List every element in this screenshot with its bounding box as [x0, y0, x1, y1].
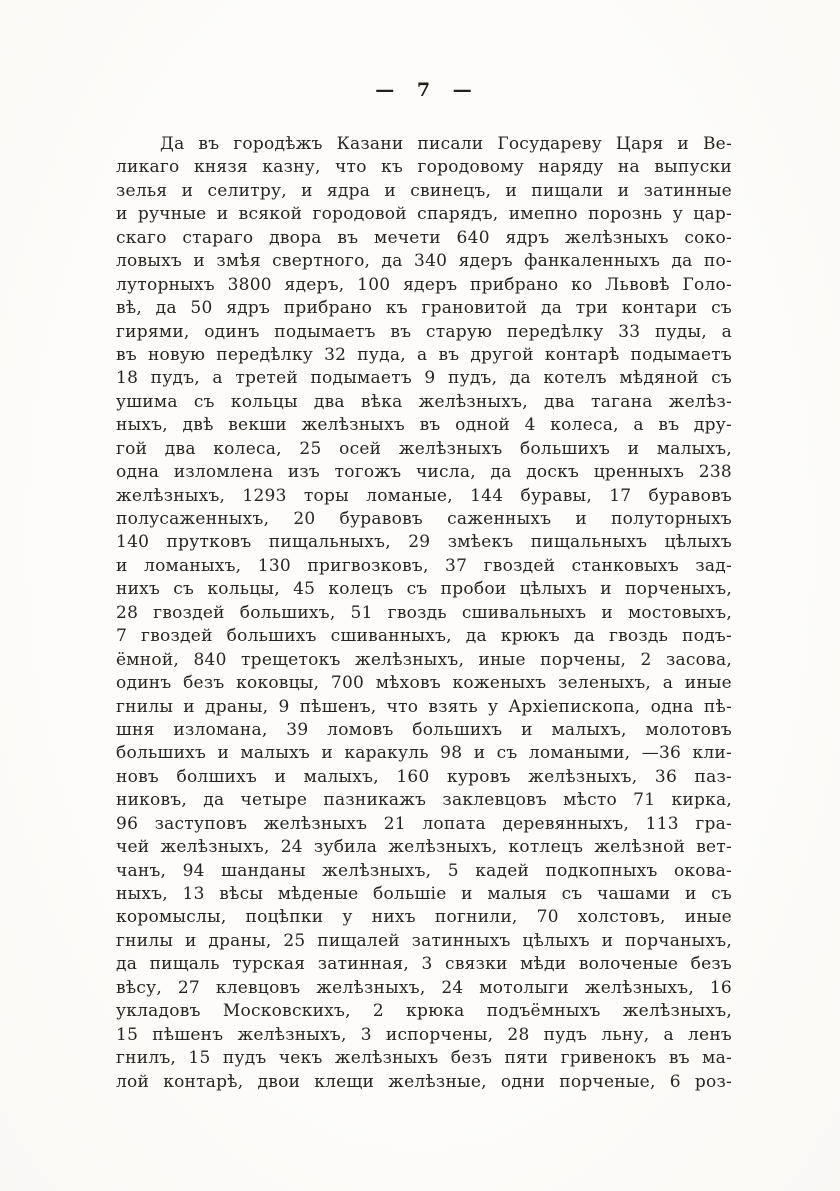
text-line: лой контарѣ, двои клещи желѣзные, одни порченые, 6 роз- [116, 1071, 732, 1092]
body-text-paragraph [116, 133, 732, 1094]
text-line: 140 прутковъ пищальныхъ, 29 змѣекъ пищальныхъ цѣлыхъ [116, 532, 732, 553]
text-line: укладовъ Московскихъ, 2 крюка подъёмныхъ желѣзныхъ, [116, 1001, 732, 1022]
text-line: Да въ городѣжъ Казани писали Государеву Царя и Ве- [160, 134, 732, 154]
text-line: и ломаныхъ, 130 пригвозковъ, 37 гвоздей станковыхъ зад- [116, 555, 732, 576]
text-line: въ новую передѣлку 32 пуда, а въ другой контарѣ подымаетъ [116, 344, 732, 365]
text-line: 96 заступовъ желѣзныхъ 21 лопата деревянныхъ, 113 гра- [116, 813, 732, 834]
text-line: желѣзныхъ, 1293 торы ломаные, 144 буравы, 17 буравовъ [116, 485, 732, 506]
text-line: полусаженныхъ, 20 буравовъ саженныхъ и полуторныхъ [116, 509, 732, 529]
text-line: зелья и селитру, и ядра и свинецъ, и пищали и затинные [116, 180, 732, 201]
text-line: ныхъ, двѣ векши желѣзныхъ въ одной 4 колеса, а въ дру- [116, 415, 732, 436]
text-line: гнилы и драны, 9 пѣшенъ, что взять у Архіепископа, одна пѣ- [116, 696, 732, 717]
text-line: одинъ безъ коковцы, 700 мѣховъ коженыхъ зеленыхъ, а иные [116, 673, 732, 694]
text-line: скаго стараго двора въ мечети 640 ядръ желѣзныхъ соко- [116, 227, 732, 248]
text-line: вѣсу, 27 клевцовъ желѣзныхъ, 24 мотолыги желѣзныхъ, 16 [116, 977, 732, 998]
text-line: ликаго князя казну, что къ городовому наряду на выпуски [116, 157, 732, 178]
text-line: гнилъ, 15 пудъ чекъ желѣзныхъ безъ пяти гривенокъ въ ма- [116, 1048, 732, 1069]
text-line: 28 гвоздей большихъ, 51 гвоздь сшивальныхъ и мостовыхъ, [116, 602, 732, 623]
text-line: 15 пѣшенъ желѣзныхъ, 3 испорчены, 28 пудъ льну, а ленъ [116, 1024, 732, 1045]
page-number: — 7 — [375, 79, 473, 101]
text-line: новъ болшихъ и малыхъ, 160 куровъ желѣзныхъ, 36 паз- [116, 766, 732, 787]
text-line: гирями, одинъ подымаетъ въ старую передѣлку 33 пуды, а [116, 321, 732, 342]
text-line: коромыслы, поцѣпки у нихъ погнили, 70 холстовъ, иные [116, 907, 732, 928]
text-line: чанъ, 94 шанданы желѣзныхъ, 5 кадей подкопныхъ окова- [116, 860, 732, 881]
text-line: 18 пудъ, а третей подымаетъ 9 пудъ, да котелъ мѣдяной съ [116, 368, 732, 389]
text-line: ёмной, 840 трещетокъ желѣзныхъ, иные порчены, 2 засова, [116, 649, 732, 670]
text-line: гнилы и драны, 25 пищалей затинныхъ цѣлыхъ и порчаныхъ, [116, 930, 732, 951]
text-line: луторныхъ 3800 ядеръ, 100 ядеръ прибрано ко Львовѣ Голо- [116, 274, 732, 295]
text-line: большихъ и малыхъ и каракуль 98 и съ ломаными, —36 кли- [116, 743, 732, 764]
text-line: ловыхъ и змѣя свертного, да 340 ядеръ фанкаленныхъ да по- [116, 251, 732, 272]
text-line: гой два колеса, 25 осей желѣзныхъ большихъ и малыхъ, [116, 438, 732, 459]
text-line: чей желѣзныхъ, 24 зубила желѣзныхъ, котлецъ желѣзной вет- [116, 837, 732, 858]
text-line: и ручные и всякой городовой спарядъ, имепно порознь у цар- [116, 204, 732, 225]
text-line: ушима съ кольцы два вѣка желѣзныхъ, два тагана желѣз- [116, 391, 732, 412]
text-line: одна изломлена изъ тогожъ числа, да доскъ цренныхъ 238 [116, 462, 732, 483]
text-line: нихъ съ кольцы, 45 колецъ съ пробои цѣлыхъ и порченыхъ, [116, 579, 732, 600]
text-line: вѣ, да 50 ядръ прибрано къ грановитой да три контари съ [116, 298, 732, 319]
text-line: 7 гвоздей большихъ сшиванныхъ, да крюкъ да гвоздь подъ- [116, 626, 732, 647]
text-line: ныхъ, 13 вѣсы мѣденые большіе и малыя съ чашами и съ [116, 884, 732, 904]
text-line: никовъ, да четыре пазникажъ заклевцовъ мѣсто 71 кирка, [116, 790, 732, 811]
text-line: шня изломана, 39 ломовъ большихъ и малыхъ, молотовъ [116, 719, 732, 740]
text-line: да пищаль турская затинная, 3 связки мѣди волоченые безъ [116, 954, 732, 975]
